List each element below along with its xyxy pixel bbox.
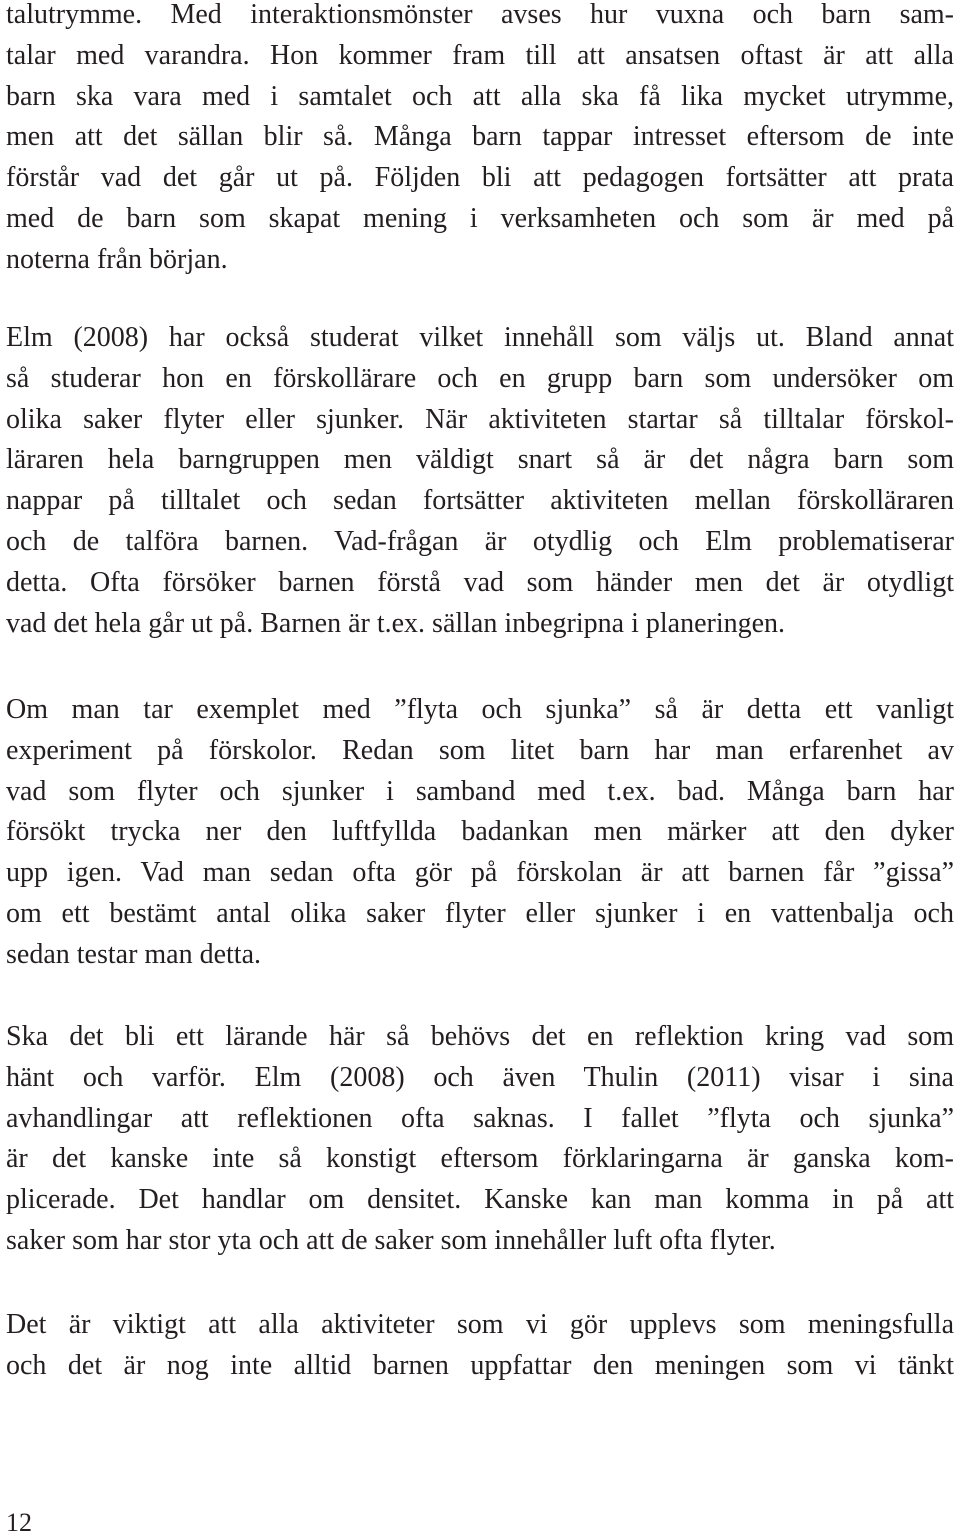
text-line: barn ska vara med i samtalet och att alla ska få lika mycket utrymme, [6, 80, 954, 112]
text-line: med de barn som skapat mening i verksamheten och som är med på [6, 202, 954, 234]
text-line: experiment på förskolor. Redan som litet barn har man erfarenhet av [6, 734, 954, 766]
text-line: noterna från början. [6, 243, 228, 275]
text-line: om ett bestämt antal olika saker flyter eller sjunker i en vattenbalja och [6, 897, 954, 929]
text-line: men att det sällan blir så. Många barn tappar intresset eftersom de inte [6, 121, 954, 153]
text-line: Ska det bli ett lärande här så behövs det en reflektion kring vad som [6, 1021, 954, 1052]
text-line: sedan testar man detta. [6, 938, 262, 970]
text-line: och de talföra barnen. Vad-frågan är otydlig och Elm problematiserar [6, 525, 954, 557]
text-line: försökt trycka ner den luftfyllda badankan men märker att den dyker [6, 816, 954, 848]
text-line: vad det hela går ut på. Barnen är t.ex. sällan inbegripna i planeringen. [6, 607, 786, 639]
page-number: 12 [6, 1508, 32, 1537]
text-line: Om man tar exemplet med ”flyta och sjunka” så är detta ett vanligt [6, 694, 954, 725]
text-line: upp igen. Vad man sedan ofta gör på förskolan är att barnen får ”gissa” [6, 857, 954, 889]
text-line: vad som flyter och sjunker i samband med t.ex. bad. Många barn har [6, 775, 954, 807]
text-line: plicerade. Det handlar om densitet. Kanske kan man komma in på att [6, 1184, 954, 1216]
text-line: detta. Ofta försöker barnen förstå vad som händer men det är otydligt [6, 566, 954, 598]
text-line: talutrymme. Med interaktionsmönster avses hur vuxna och barn sam- [6, 0, 954, 30]
text-line: talar med varandra. Hon kommer fram till att ansatsen oftast är att alla [6, 39, 954, 71]
paragraph-1 [6, 0, 954, 281]
text-line: Elm (2008) har också studerat vilket innehåll som väljs ut. Bland annat [6, 322, 954, 353]
text-line: nappar på tilltalet och sedan fortsätter aktiviteten mellan förskolläraren [6, 485, 954, 517]
text-line: hänt och varför. Elm (2008) och även Thulin (2011) visar i sina [6, 1061, 954, 1093]
text-line: så studerar hon en förskollärare och en grupp barn som undersöker om [6, 362, 954, 394]
text-line: avhandlingar att reflektionen ofta saknas. I fallet ”flyta och sjunka” [6, 1102, 954, 1134]
paragraph-4 [6, 1017, 954, 1262]
text-line: förstår vad det går ut på. Följden bli att pedagogen fortsätter att prata [6, 162, 954, 194]
text-line: läraren hela barngruppen men väldigt snart så är det några barn som [6, 444, 954, 476]
paragraph-3 [6, 690, 954, 976]
text-line: olika saker flyter eller sjunker. När aktiviteten startar så tilltalar förskol- [6, 403, 954, 435]
paragraph-2 [6, 318, 954, 644]
text-line: Det är viktigt att alla aktiviteter som vi gör upplevs som meningsfulla [6, 1309, 954, 1340]
text-line: och det är nog inte alltid barnen uppfattar den meningen som vi tänkt [6, 1349, 954, 1381]
paragraph-5 [6, 1305, 954, 1387]
text-line: är det kanske inte så konstigt eftersom förklaringarna är ganska kom- [6, 1143, 954, 1175]
text-line: saker som har stor yta och att de saker som innehåller luft ofta flyter. [6, 1224, 776, 1256]
